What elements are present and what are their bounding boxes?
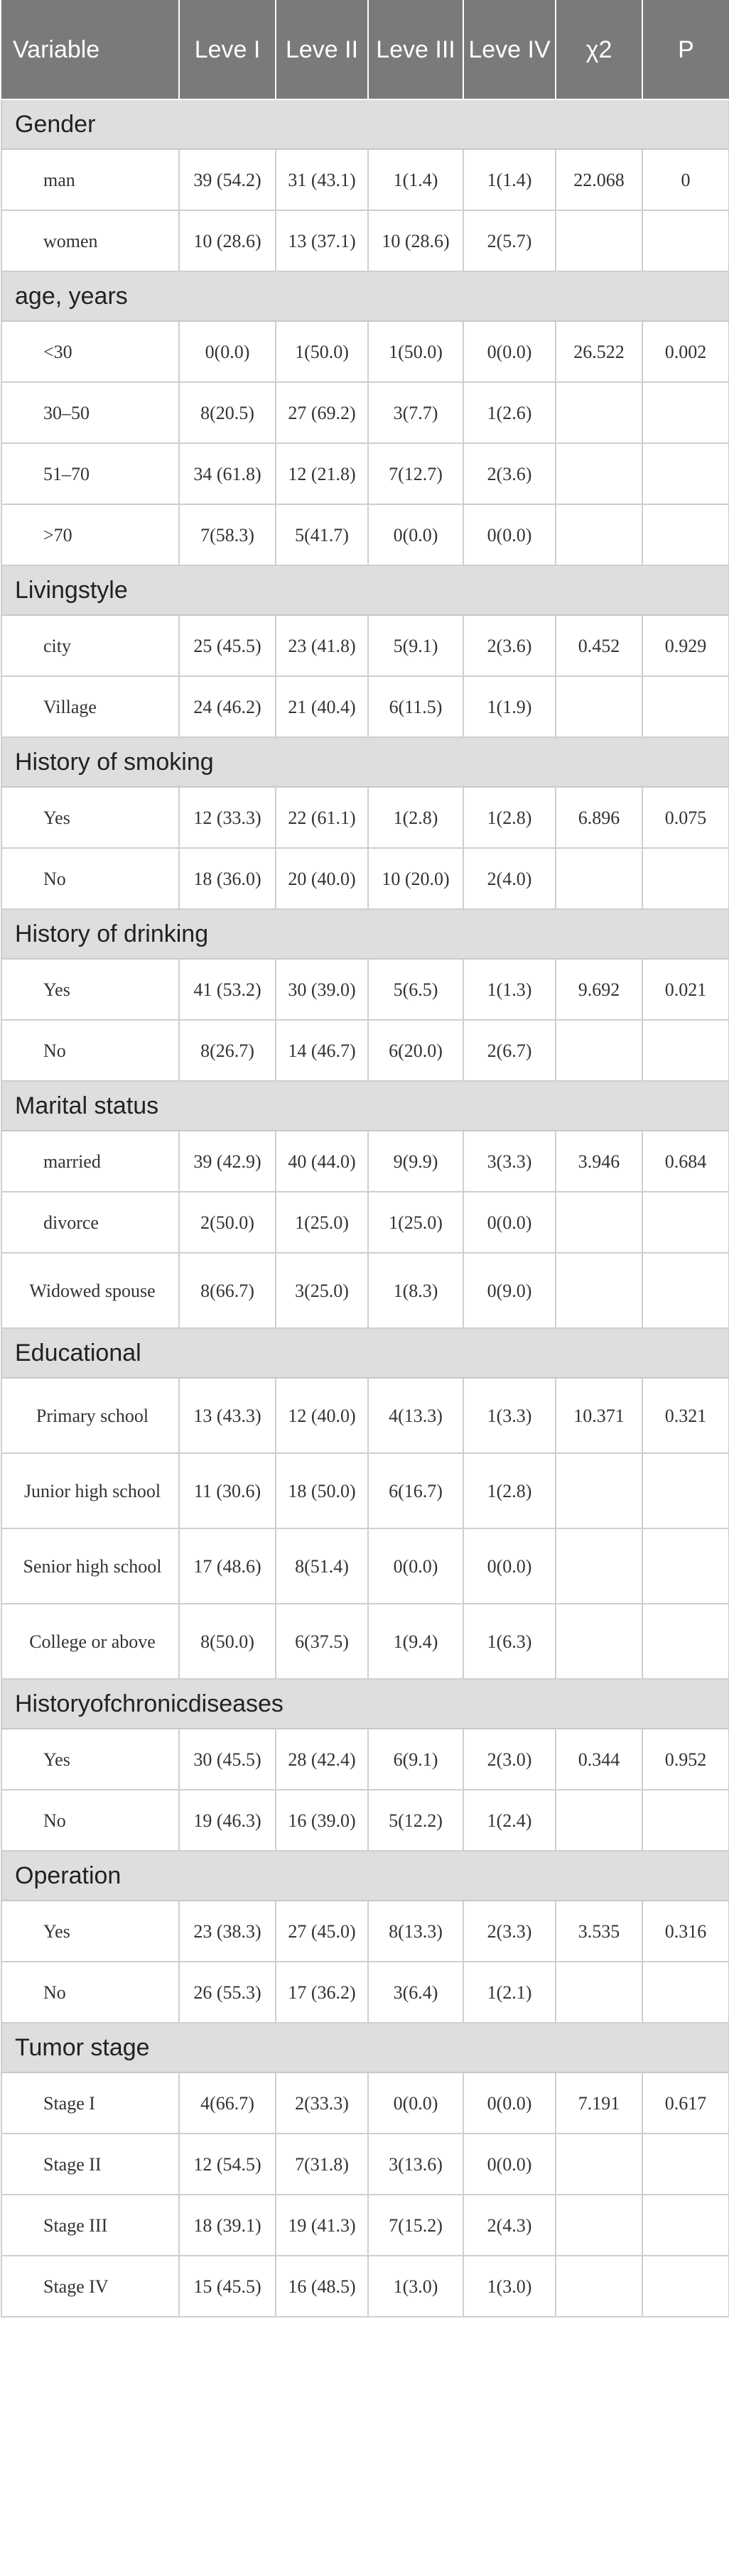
row-label: Stage III — [1, 2195, 179, 2256]
level-4-cell: 1(2.8) — [463, 787, 556, 848]
level-1-cell: 26 (55.3) — [179, 1962, 276, 2023]
level-2-cell: 16 (39.0) — [276, 1790, 368, 1851]
level-1-cell: 13 (43.3) — [179, 1378, 276, 1453]
level-2-cell: 3(25.0) — [276, 1253, 368, 1328]
row-label: Junior high school — [1, 1453, 179, 1528]
table-row — [1, 149, 729, 210]
level-2-cell: 28 (42.4) — [276, 1729, 368, 1790]
level-3-cell: 3(7.7) — [368, 382, 463, 443]
table-row — [1, 787, 729, 848]
level-4-cell: 0(0.0) — [463, 504, 556, 565]
table-row — [1, 2256, 729, 2317]
level-3-cell: 1(8.3) — [368, 1253, 463, 1328]
level-4-cell: 0(0.0) — [463, 1528, 556, 1604]
level-4-cell: 2(6.7) — [463, 1020, 556, 1081]
table-row — [1, 1604, 729, 1679]
p-value-cell: 0 — [642, 149, 729, 210]
row-label: Village — [1, 676, 179, 737]
table-row — [1, 1729, 729, 1790]
level-2-cell: 13 (37.1) — [276, 210, 368, 271]
level-3-cell: 3(13.6) — [368, 2134, 463, 2195]
level-4-cell: 2(3.6) — [463, 615, 556, 676]
level-2-cell: 6(37.5) — [276, 1604, 368, 1679]
level-1-cell: 24 (46.2) — [179, 676, 276, 737]
p-value-cell — [642, 382, 729, 443]
level-2-cell: 22 (61.1) — [276, 787, 368, 848]
header-row — [1, 0, 729, 99]
level-3-cell: 8(13.3) — [368, 1901, 463, 1962]
chi-square-cell — [556, 2195, 642, 2256]
section-title: Marital status — [1, 1081, 729, 1131]
row-label: women — [1, 210, 179, 271]
section-title: History of drinking — [1, 909, 729, 959]
level-2-cell: 31 (43.1) — [276, 149, 368, 210]
chi-square-cell — [556, 2256, 642, 2317]
level-3-cell: 1(2.8) — [368, 787, 463, 848]
level-4-cell: 0(0.0) — [463, 2134, 556, 2195]
table-row — [1, 615, 729, 676]
p-value-cell: 0.021 — [642, 959, 729, 1020]
section-title: Livingstyle — [1, 565, 729, 615]
row-label: No — [1, 848, 179, 909]
level-1-cell: 12 (33.3) — [179, 787, 276, 848]
table-row — [1, 382, 729, 443]
row-label: Yes — [1, 959, 179, 1020]
level-1-cell: 8(20.5) — [179, 382, 276, 443]
table-row — [1, 1453, 729, 1528]
header-variable: Variable — [1, 0, 179, 99]
chi-square-cell — [556, 210, 642, 271]
row-label: 30–50 — [1, 382, 179, 443]
level-4-cell: 2(5.7) — [463, 210, 556, 271]
level-4-cell: 0(0.0) — [463, 2072, 556, 2134]
level-1-cell: 2(50.0) — [179, 1192, 276, 1253]
table-row — [1, 2134, 729, 2195]
p-value-cell — [642, 2195, 729, 2256]
level-1-cell: 41 (53.2) — [179, 959, 276, 1020]
chi-square-cell — [556, 1790, 642, 1851]
level-2-cell: 5(41.7) — [276, 504, 368, 565]
level-1-cell: 11 (30.6) — [179, 1453, 276, 1528]
level-1-cell: 39 (54.2) — [179, 149, 276, 210]
table-row — [1, 1528, 729, 1604]
section-title: Historyofchronicdiseases — [1, 1679, 729, 1729]
level-3-cell: 4(13.3) — [368, 1378, 463, 1453]
level-1-cell: 10 (28.6) — [179, 210, 276, 271]
chi-square-cell: 3.535 — [556, 1901, 642, 1962]
level-3-cell: 7(12.7) — [368, 443, 463, 504]
chi-square-cell — [556, 504, 642, 565]
chi-square-cell: 7.191 — [556, 2072, 642, 2134]
header-level-3: Leve III — [368, 0, 463, 99]
row-label: Yes — [1, 1729, 179, 1790]
p-value-cell: 0.929 — [642, 615, 729, 676]
p-value-cell — [642, 1192, 729, 1253]
table-row — [1, 676, 729, 737]
p-value-cell — [642, 504, 729, 565]
level-2-cell: 16 (48.5) — [276, 2256, 368, 2317]
level-4-cell: 2(3.6) — [463, 443, 556, 504]
level-3-cell: 1(1.4) — [368, 149, 463, 210]
section-title: age, years — [1, 271, 729, 321]
level-3-cell: 1(3.0) — [368, 2256, 463, 2317]
row-label: Senior high school — [1, 1528, 179, 1604]
level-3-cell: 9(9.9) — [368, 1131, 463, 1192]
section-header-row — [1, 1328, 729, 1378]
level-1-cell: 12 (54.5) — [179, 2134, 276, 2195]
chi-square-cell — [556, 676, 642, 737]
data-table — [1, 0, 729, 2317]
section-header-row — [1, 1679, 729, 1729]
table-row — [1, 1020, 729, 1081]
chi-square-cell: 0.344 — [556, 1729, 642, 1790]
p-value-cell: 0.002 — [642, 321, 729, 382]
level-2-cell: 17 (36.2) — [276, 1962, 368, 2023]
row-label: 51–70 — [1, 443, 179, 504]
row-label: divorce — [1, 1192, 179, 1253]
section-title: Gender — [1, 99, 729, 149]
level-1-cell: 39 (42.9) — [179, 1131, 276, 1192]
level-2-cell: 7(31.8) — [276, 2134, 368, 2195]
level-4-cell: 0(0.0) — [463, 1192, 556, 1253]
p-value-cell: 0.952 — [642, 1729, 729, 1790]
level-2-cell: 19 (41.3) — [276, 2195, 368, 2256]
table-row — [1, 210, 729, 271]
section-header-row — [1, 737, 729, 787]
row-label: No — [1, 1962, 179, 2023]
level-3-cell: 0(0.0) — [368, 504, 463, 565]
level-4-cell: 2(4.3) — [463, 2195, 556, 2256]
section-header-row — [1, 1851, 729, 1901]
row-label: >70 — [1, 504, 179, 565]
header-p-value: P — [642, 0, 729, 99]
level-3-cell: 6(11.5) — [368, 676, 463, 737]
level-2-cell: 30 (39.0) — [276, 959, 368, 1020]
level-4-cell: 1(2.1) — [463, 1962, 556, 2023]
section-title: Operation — [1, 1851, 729, 1901]
table-row — [1, 1192, 729, 1253]
section-header-row — [1, 99, 729, 149]
level-4-cell: 1(1.9) — [463, 676, 556, 737]
level-3-cell: 5(6.5) — [368, 959, 463, 1020]
level-3-cell: 6(20.0) — [368, 1020, 463, 1081]
level-1-cell: 4(66.7) — [179, 2072, 276, 2134]
chi-square-cell: 6.896 — [556, 787, 642, 848]
p-value-cell — [642, 1528, 729, 1604]
level-2-cell: 40 (44.0) — [276, 1131, 368, 1192]
level-3-cell: 1(50.0) — [368, 321, 463, 382]
table-row — [1, 2072, 729, 2134]
level-3-cell: 5(12.2) — [368, 1790, 463, 1851]
p-value-cell — [642, 1962, 729, 2023]
chi-square-cell — [556, 1453, 642, 1528]
level-4-cell: 1(3.0) — [463, 2256, 556, 2317]
p-value-cell — [642, 1020, 729, 1081]
level-2-cell: 8(51.4) — [276, 1528, 368, 1604]
row-label: No — [1, 1020, 179, 1081]
row-label: city — [1, 615, 179, 676]
level-1-cell: 15 (45.5) — [179, 2256, 276, 2317]
level-4-cell: 1(3.3) — [463, 1378, 556, 1453]
chi-square-cell — [556, 1962, 642, 2023]
p-value-cell — [642, 848, 729, 909]
level-4-cell: 1(2.8) — [463, 1453, 556, 1528]
level-2-cell: 2(33.3) — [276, 2072, 368, 2134]
level-2-cell: 1(50.0) — [276, 321, 368, 382]
level-2-cell: 14 (46.7) — [276, 1020, 368, 1081]
table-row — [1, 1962, 729, 2023]
p-value-cell — [642, 443, 729, 504]
level-2-cell: 20 (40.0) — [276, 848, 368, 909]
chi-square-cell: 26.522 — [556, 321, 642, 382]
level-4-cell: 2(3.0) — [463, 1729, 556, 1790]
table-row — [1, 959, 729, 1020]
level-4-cell: 1(1.4) — [463, 149, 556, 210]
section-header-row — [1, 1081, 729, 1131]
chi-square-cell — [556, 848, 642, 909]
level-1-cell: 30 (45.5) — [179, 1729, 276, 1790]
chi-square-cell — [556, 1020, 642, 1081]
level-4-cell: 1(6.3) — [463, 1604, 556, 1679]
level-1-cell: 8(26.7) — [179, 1020, 276, 1081]
level-3-cell: 1(9.4) — [368, 1604, 463, 1679]
header-chi-square: χ2 — [556, 0, 642, 99]
p-value-cell: 0.617 — [642, 2072, 729, 2134]
section-header-row — [1, 565, 729, 615]
level-4-cell: 3(3.3) — [463, 1131, 556, 1192]
level-3-cell: 7(15.2) — [368, 2195, 463, 2256]
table-row — [1, 1901, 729, 1962]
level-2-cell: 18 (50.0) — [276, 1453, 368, 1528]
table-row — [1, 1131, 729, 1192]
row-label: Stage IV — [1, 2256, 179, 2317]
header-level-4: Leve IV — [463, 0, 556, 99]
table-row — [1, 1378, 729, 1453]
level-3-cell: 5(9.1) — [368, 615, 463, 676]
chi-square-cell: 10.371 — [556, 1378, 642, 1453]
p-value-cell: 0.321 — [642, 1378, 729, 1453]
row-label: Yes — [1, 787, 179, 848]
chi-square-cell — [556, 2134, 642, 2195]
row-label: College or above — [1, 1604, 179, 1679]
p-value-cell — [642, 210, 729, 271]
level-3-cell: 10 (28.6) — [368, 210, 463, 271]
level-2-cell: 12 (21.8) — [276, 443, 368, 504]
p-value-cell — [642, 1453, 729, 1528]
level-1-cell: 8(66.7) — [179, 1253, 276, 1328]
level-3-cell: 10 (20.0) — [368, 848, 463, 909]
chi-square-cell: 9.692 — [556, 959, 642, 1020]
row-label: Widowed spouse — [1, 1253, 179, 1328]
level-2-cell: 21 (40.4) — [276, 676, 368, 737]
level-1-cell: 19 (46.3) — [179, 1790, 276, 1851]
chi-square-cell — [556, 443, 642, 504]
level-1-cell: 7(58.3) — [179, 504, 276, 565]
section-header-row — [1, 2023, 729, 2072]
row-label: Primary school — [1, 1378, 179, 1453]
level-1-cell: 8(50.0) — [179, 1604, 276, 1679]
section-title: Educational — [1, 1328, 729, 1378]
row-label: <30 — [1, 321, 179, 382]
section-header-row — [1, 271, 729, 321]
table-row — [1, 321, 729, 382]
level-2-cell: 12 (40.0) — [276, 1378, 368, 1453]
level-3-cell: 1(25.0) — [368, 1192, 463, 1253]
p-value-cell: 0.316 — [642, 1901, 729, 1962]
chi-square-cell — [556, 1253, 642, 1328]
chi-square-cell — [556, 382, 642, 443]
row-label: Yes — [1, 1901, 179, 1962]
level-3-cell: 3(6.4) — [368, 1962, 463, 2023]
level-4-cell: 2(4.0) — [463, 848, 556, 909]
table-row — [1, 1790, 729, 1851]
level-1-cell: 25 (45.5) — [179, 615, 276, 676]
level-1-cell: 18 (39.1) — [179, 2195, 276, 2256]
level-4-cell: 1(2.6) — [463, 382, 556, 443]
table-row — [1, 848, 729, 909]
level-1-cell: 0(0.0) — [179, 321, 276, 382]
chi-square-cell: 3.946 — [556, 1131, 642, 1192]
level-3-cell: 6(16.7) — [368, 1453, 463, 1528]
level-1-cell: 18 (36.0) — [179, 848, 276, 909]
row-label: man — [1, 149, 179, 210]
row-label: Stage II — [1, 2134, 179, 2195]
section-title: History of smoking — [1, 737, 729, 787]
level-2-cell: 23 (41.8) — [276, 615, 368, 676]
chi-square-cell — [556, 1192, 642, 1253]
level-1-cell: 23 (38.3) — [179, 1901, 276, 1962]
chi-square-cell: 22.068 — [556, 149, 642, 210]
table-row — [1, 504, 729, 565]
p-value-cell — [642, 1790, 729, 1851]
level-2-cell: 27 (69.2) — [276, 382, 368, 443]
p-value-cell — [642, 1604, 729, 1679]
level-2-cell: 1(25.0) — [276, 1192, 368, 1253]
p-value-cell — [642, 2134, 729, 2195]
level-4-cell: 1(2.4) — [463, 1790, 556, 1851]
p-value-cell — [642, 2256, 729, 2317]
row-label: Stage I — [1, 2072, 179, 2134]
level-3-cell: 0(0.0) — [368, 2072, 463, 2134]
chi-square-cell: 0.452 — [556, 615, 642, 676]
level-4-cell: 0(9.0) — [463, 1253, 556, 1328]
level-1-cell: 34 (61.8) — [179, 443, 276, 504]
p-value-cell: 0.684 — [642, 1131, 729, 1192]
p-value-cell — [642, 1253, 729, 1328]
level-3-cell: 6(9.1) — [368, 1729, 463, 1790]
level-4-cell: 2(3.3) — [463, 1901, 556, 1962]
section-title: Tumor stage — [1, 2023, 729, 2072]
level-4-cell: 0(0.0) — [463, 321, 556, 382]
p-value-cell: 0.075 — [642, 787, 729, 848]
level-3-cell: 0(0.0) — [368, 1528, 463, 1604]
section-header-row — [1, 909, 729, 959]
level-1-cell: 17 (48.6) — [179, 1528, 276, 1604]
header-level-1: Leve I — [179, 0, 276, 99]
chi-square-cell — [556, 1604, 642, 1679]
row-label: married — [1, 1131, 179, 1192]
header-level-2: Leve II — [276, 0, 368, 99]
p-value-cell — [642, 676, 729, 737]
table-row — [1, 2195, 729, 2256]
level-2-cell: 27 (45.0) — [276, 1901, 368, 1962]
chi-square-cell — [556, 1528, 642, 1604]
row-label: No — [1, 1790, 179, 1851]
level-4-cell: 1(1.3) — [463, 959, 556, 1020]
table-row — [1, 1253, 729, 1328]
table-row — [1, 443, 729, 504]
